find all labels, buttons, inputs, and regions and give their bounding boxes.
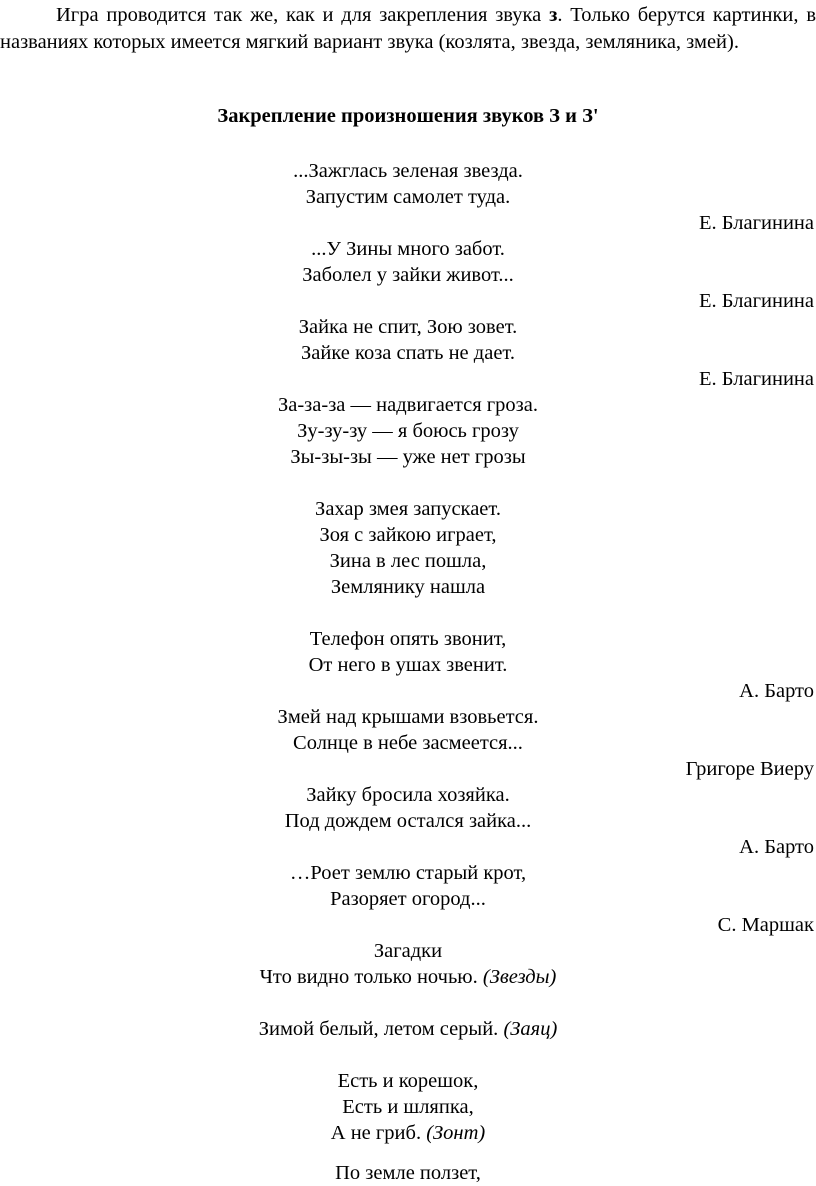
riddle-text: Что видно только ночью. xyxy=(259,966,483,988)
poem-line: Захар змея запускает. xyxy=(315,498,501,520)
riddle-line: По земле ползет, xyxy=(335,1162,481,1184)
intro-text-after: . Только берутся картинки, в названиях которых имеется мягкий вариант звука (козлята, звезда, земляника, змей). xyxy=(0,4,816,53)
poem-author: Е. Благинина xyxy=(699,368,814,390)
poem-line: Землянику нашла xyxy=(330,576,486,598)
riddle-line xyxy=(0,1120,816,1146)
riddle-line xyxy=(0,964,816,990)
poem-line: За-за-за — надвигается гроза. xyxy=(277,394,538,416)
riddle-text: А не гриб. xyxy=(330,1122,427,1144)
poem-author: А. Барто xyxy=(739,680,814,702)
poem-line: Разоряет огород... xyxy=(330,888,486,910)
intro-text-before: Игра проводится так же, как и для закрепления звука xyxy=(56,4,550,26)
poem-line: Зина в лес пошла, xyxy=(329,550,487,572)
riddle-answer: (Заяц) xyxy=(503,1018,558,1040)
poem-line: Запустим самолет туда. xyxy=(305,186,511,208)
section-title: Закрепление произношения звуков З и З' xyxy=(217,105,599,127)
poem-line: Зайка не спит, Зою зовет. xyxy=(298,316,518,338)
intro-paragraph xyxy=(0,2,816,55)
riddle-line xyxy=(0,1016,816,1042)
poem-line: Зайку бросила хозяйка. xyxy=(306,784,510,806)
poem-line: Змей над крышами взовьется. xyxy=(277,706,539,728)
poem-line: Под дождем остался зайка... xyxy=(284,810,532,832)
intro-letter: з xyxy=(549,4,558,26)
poem-author: С. Маршак xyxy=(717,914,814,936)
poem-line: Заболел у зайки живот... xyxy=(302,264,514,286)
riddle-text: Зимой белый, летом серый. xyxy=(258,1018,504,1040)
riddle-line: Есть и шляпка, xyxy=(342,1096,474,1118)
poem-line: От него в ушах звенит. xyxy=(308,654,508,676)
poem-author: Григоре Виеру xyxy=(685,758,814,780)
poem-line: Зы-зы-зы — уже нет грозы xyxy=(290,446,526,468)
poem-author: Е. Благинина xyxy=(699,212,814,234)
poem-line: ...У Зины много забот. xyxy=(311,238,505,260)
poem-line: Солнце в небе засмеется... xyxy=(293,732,523,754)
poem-author: Е. Благинина xyxy=(699,290,814,312)
poem-author: А. Барто xyxy=(739,836,814,858)
riddles-heading: Загадки xyxy=(373,940,443,962)
riddle-answer: (Звезды) xyxy=(482,966,557,988)
poem-line: Зу-зу-зу — я боюсь грозу xyxy=(297,420,519,442)
poem-line: Зоя с зайкою играет, xyxy=(319,524,497,546)
poem-line: ...Зажглась зеленая звезда. xyxy=(293,160,523,182)
riddle-line: Есть и корешок, xyxy=(337,1070,479,1092)
poem-line: Зайке коза спать не дает. xyxy=(301,342,515,364)
poem-line: …Роет землю старый крот, xyxy=(289,862,527,884)
riddle-answer: (Зонт) xyxy=(426,1122,486,1144)
poem-line: Телефон опять звонит, xyxy=(309,628,507,650)
